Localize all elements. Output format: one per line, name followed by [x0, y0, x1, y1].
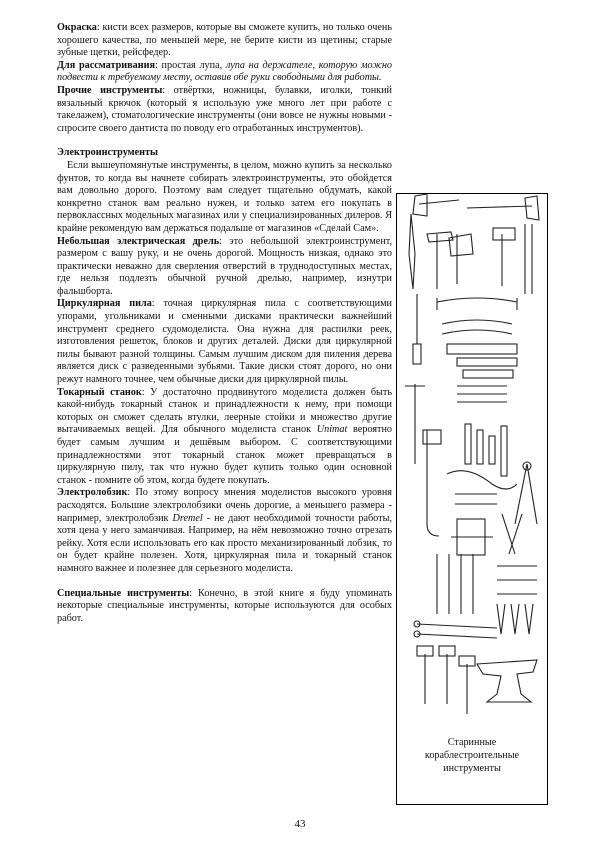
pincers-icon: [502, 514, 522, 554]
wrench-icon: [497, 566, 537, 594]
term-rassmatrivaniya: Для рассматривания: [57, 59, 155, 71]
auger-icon: [405, 384, 425, 464]
paragraph-circular-saw: Циркулярная пила: точная циркулярная пила с соответствующими упорами, угольниками и сменными дисками практически важнейший инструмент среднего судомоделиста. Она нужна для распилки реек, изготовления решеток, блоков и других деталей. Диски для циркулярной пилы бывают разной толщины. Самым лучшим диском для пиления дерева является диск с разведенными зубьями. Такие диски стоят дорого, но они режут намного точнее, чем обычные диски для циркулярной пилы.: [57, 298, 392, 386]
plane-icon: [447, 344, 517, 378]
paragraph-lathe: Токарный станок: У достаточно продвинутого моделиста должен быть какой-нибудь токарный станок и принадлежности к нему, при помощи которых он сможет сделать втулки, леерные стойки и множество другие вытачиваемых вещей. Для обычного моделиста станок Unimat вероятно будет самым лучшим и дешёвым выбором. С соответствующими принадлежностями этот токарный станок может превращаться в циркулярную пилу, так что нужно будет купить только один основной станок - помните об этом, когда будете покупать.: [57, 386, 393, 486]
drawknife-icon: [437, 298, 517, 310]
sledgehammer-icon: [459, 656, 475, 714]
spike-icon: [437, 554, 473, 614]
chisel-set-icon: [457, 386, 507, 402]
paragraph-okraska: Окраска: кисти всех размеров, которые вы сможете купить, но только очень хорошего качества, по меньшей мере, не берите кисти из щетины; старые зубные щетки, рейсфедер.: [57, 22, 392, 59]
gouge-icon: [413, 294, 421, 364]
figure-caption: Старинные кораблестроительные инструменты: [424, 737, 520, 774]
term-prochie: Прочие инструменты: [57, 84, 163, 96]
caulking-iron-icon: [465, 424, 507, 476]
paragraph-special: Специальные инструменты: Конечно, в этой книге я буду упоминать некоторые специальные инструменты, которые используются для особых работ.: [57, 587, 392, 624]
paragraph-rassmatrivaniya: Для рассматривания: простая лупа, лупа на держателе, которую можно подвести к требуемому месту, оставив обе руки свободными для работы.: [57, 59, 392, 84]
tongs-icon: [515, 462, 537, 524]
mallet-icon: [493, 228, 515, 286]
anvil-icon: [477, 660, 537, 702]
term-lathe: Токарный станок: [57, 386, 142, 398]
paragraph-drill: Небольшая электрическая дрель: это небольшой электроинструмент, размером с вашу руку, и не очень дорогой. Мощность низкая, однако это практически неважно для сверления отверстий в труднодоступных местах, где нельзя подлезть обычной ручной дрелью, например, изнутри фальшборта.: [57, 235, 393, 297]
term-drill: Небольшая электрическая дрель: [57, 235, 220, 247]
spokeshave-icon: [442, 320, 512, 334]
tools-figure-frame: [396, 193, 548, 805]
bevel-gauge-icon: [455, 494, 497, 504]
main-text-column: [57, 22, 392, 625]
clamp-icon: [423, 430, 441, 536]
punch-set-icon: [497, 604, 533, 634]
paragraph-jigsaw: Электролобзик: По этому вопросу мнения моделистов высокого уровня расходятся. Большие электролобзики очень дорогие, а меньшего размера - например, электролобзик Dremel - не дают необходимой точности работы, хотя цена у него заманчивая. Например, на нём невозможно точно отрезать рейку. Хотя если использовать его как просто механизированный лобзик, то он будет крайне полезен. Хотя, циркулярная пила и токарный станок намного важнее и полезнее для серьезного моделиста.: [57, 487, 392, 574]
vise-icon: [451, 519, 493, 555]
broadaxe-icon: [449, 234, 473, 284]
hammer-icon: [417, 646, 455, 704]
axe-icon: [413, 194, 459, 216]
term-okraska: Окраска: [57, 22, 97, 33]
rod-icon: [414, 621, 497, 638]
term-jigsaw: Электролобзик: [57, 487, 128, 499]
page-number: 43: [294, 818, 306, 830]
term-special: Специальные инструменты: [57, 587, 190, 599]
adze-icon: [467, 196, 539, 220]
paragraph-electro-intro: Если вышеупомянутые инструменты, в целом, можно купить за несколько фунтов, то когда вы начнете собирать электроинструменты, это обойдется вам довольно дорого. Поэтому вам следует тщательно обдумать, какой конкретно станок вам реально нужен, и только затем его покупать в первоклассных модельных магазинах или у специализированных дилеров. Я крайне рекомендую вам держаться подальше от магазинов «Сделай Сам».: [57, 159, 392, 234]
section-heading-electro: Электроинструменты: [57, 147, 158, 159]
saw-icon: [525, 224, 532, 294]
paragraph-prochie: Прочие инструменты: отвёртки, ножницы, булавки, иголки, тонкий вязальный крючок (который я использую уже много лет при работе с такелажем), стоматологические инструменты (они вовсе не нужны новыми - спросите своего дантиста по поводу его отработанных инструментов).: [57, 84, 392, 134]
term-circular-saw: Циркулярная пила: [57, 298, 152, 310]
knife-icon: [409, 214, 415, 289]
old-shipbuilding-tools-illustration: [397, 194, 549, 729]
